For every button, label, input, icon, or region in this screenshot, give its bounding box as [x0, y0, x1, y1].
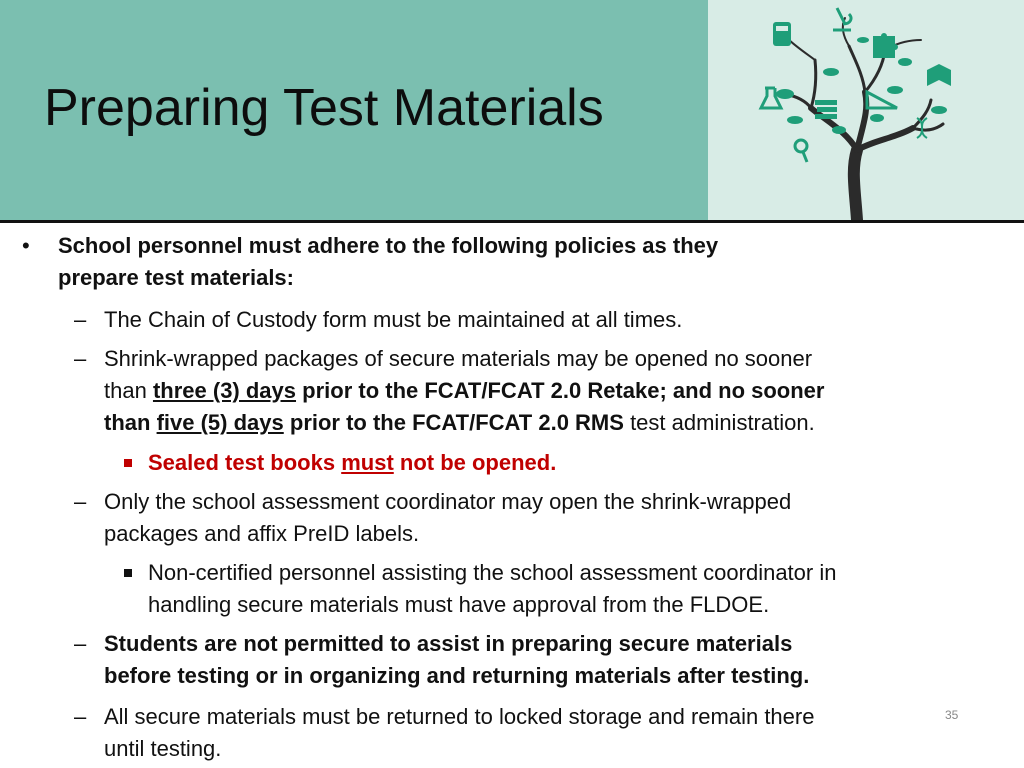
- dash-marker: –: [74, 346, 87, 371]
- slide-header: [0, 0, 1024, 222]
- bullet-dot: •: [22, 233, 30, 258]
- sealed-post: not be opened.: [399, 450, 557, 475]
- item-coordinator-line1: Only the school assessment coordinator may open the shrink-wrapped: [104, 489, 792, 514]
- magnifier-icon: [795, 140, 807, 162]
- item-shrink-wrapped-line1: Shrink-wrapped packages of secure materials may be opened no sooner: [104, 346, 813, 371]
- header-divider: [0, 220, 1024, 223]
- books-icon: [815, 100, 837, 119]
- slide-title: Preparing Test Materials: [44, 79, 604, 137]
- main-bullet-line2: prepare test materials:: [58, 265, 294, 290]
- dash-marker: –: [74, 489, 87, 514]
- three-days-text: three (3) days: [152, 378, 297, 403]
- book-icon: [927, 64, 951, 86]
- retake-text: prior to the FCAT/FCAT 2.0 Retake; and no sooner: [302, 378, 825, 403]
- item-shrink-wrapped-line3: [104, 407, 1004, 439]
- item-locked-storage-line2: until testing.: [104, 736, 222, 761]
- item-students-line1: Students are not permitted to assist in preparing secure materials: [104, 631, 793, 656]
- item-students-line2: before testing or in organizing and returning materials after testing.: [104, 663, 810, 688]
- square-bullet: [124, 569, 132, 577]
- sealed-pre: Sealed test books: [148, 450, 336, 475]
- item-locked-storage-line1: All secure materials must be returned to locked storage and remain there: [104, 704, 815, 729]
- main-bullet-line1: School personnel must adhere to the following policies as they: [58, 233, 719, 258]
- item-coordinator-line2: packages and affix PreID labels.: [104, 521, 420, 546]
- page-number: 35: [945, 708, 959, 722]
- puzzle-icon: [873, 33, 898, 58]
- than2-text: than: [104, 410, 151, 435]
- dash-marker: –: [74, 307, 87, 332]
- rms-text: prior to the FCAT/FCAT 2.0 RMS: [289, 410, 624, 435]
- item-chain-of-custody: The Chain of Custody form must be maintained at all times.: [104, 307, 683, 332]
- non-certified-line1: Non-certified personnel assisting the school assessment coordinator in: [148, 560, 837, 585]
- dash-marker: –: [74, 704, 87, 729]
- sealed-books-item: [148, 447, 1008, 479]
- sealed-must: must: [341, 450, 394, 475]
- item-shrink-wrapped-line2: [104, 375, 1004, 407]
- non-certified-line2: handling secure materials must have approval from the FLDOE.: [148, 592, 770, 617]
- dash-marker: –: [74, 631, 87, 656]
- administration-text: test administration.: [630, 410, 815, 435]
- tree-icon: [745, 0, 1015, 222]
- calculator-icon: [773, 22, 791, 46]
- triangle-ruler-icon: [867, 92, 897, 108]
- five-days-text: five (5) days: [156, 410, 284, 435]
- than-text: than: [104, 378, 147, 403]
- square-bullet: [124, 459, 132, 467]
